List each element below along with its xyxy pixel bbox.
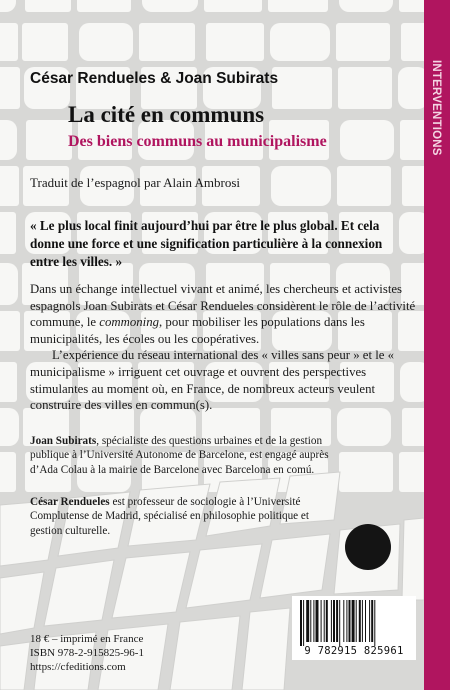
price-line: 18 € – imprimé en France <box>30 633 144 645</box>
translator-credit: Traduit de l’espagnol par Alain Ambrosi <box>30 175 241 190</box>
blurb-p1-start: Dans un échange intellectuel vivant et animé, les chercheurs et activistes espagnols Joan Subirats et César Rendueles considèrent le rôle de l’activité commune, le <box>30 282 416 330</box>
black-dot-ornament <box>345 524 391 570</box>
barcode-number: 9 782915 825961 <box>304 645 404 657</box>
book-subtitle: Des biens communs au municipalisme <box>68 133 327 150</box>
bio-name: Joan Subirats <box>30 435 97 447</box>
author-bio-rendueles <box>30 495 330 538</box>
pull-quote: « Le plus local finit aujourd’hui par être le plus global. Et cela donne une force et une signification particulière à la connexion entre les villes. » <box>30 218 383 269</box>
blurb-p1-end: , pour mobiliser les populations dans les municipalités, les écoles ou les coopératives. <box>30 315 365 346</box>
blurb-paragraph-2: L’expérience du réseau international des « villes sans peur » et le « municipalisme » irriguent cet ouvrage et ouvrent des perspectives stimulantes au moment où, en France, de nombreux acteurs veulent construire des villes en commun(s). <box>30 348 395 413</box>
book-title: La cité en communs <box>68 102 265 127</box>
blurb-p1-emphasis: commoning <box>99 315 160 330</box>
blurb <box>30 281 416 414</box>
bio-text: , spécialiste des questions urbaines et de la gestion publique à l’Université Autonome de Barcelone, est engagé auprès d’Ada Colau à la mairie de Barcelone avec Barcelona en comú. <box>30 435 329 476</box>
imprint <box>30 632 144 674</box>
isbn-line: ISBN 978-2-915825-96-1 <box>30 647 144 659</box>
series-label-text: INTERVENTIONS <box>430 60 442 156</box>
bio-text: est professeur de sociologie à l’Université Complutense de Madrid, spécialisé en philosophie politique et gestion culturelle. <box>30 496 310 537</box>
series-label <box>428 60 446 156</box>
author-bio-subirats <box>30 434 330 477</box>
publisher-url: https://cfeditions.com <box>30 661 126 673</box>
blurb-paragraph-1 <box>30 281 416 347</box>
authors: César Rendueles & Joan Subirats <box>30 70 279 87</box>
bio-name: César Rendueles <box>30 496 110 508</box>
isbn-barcode <box>292 596 416 660</box>
